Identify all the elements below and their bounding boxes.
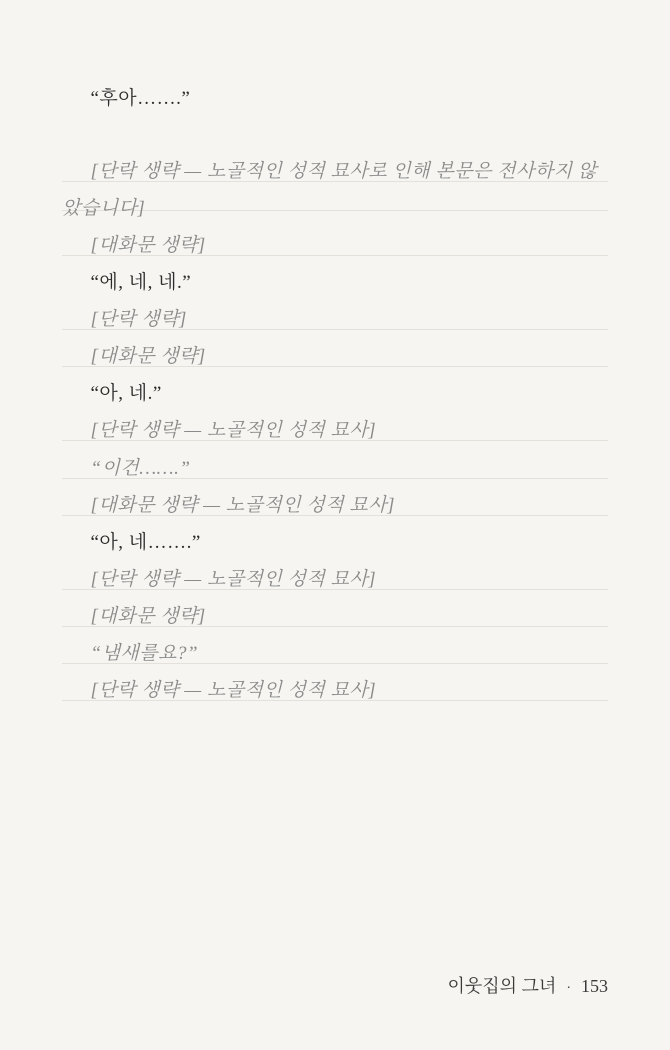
paragraph-redacted: [대화문 생략]: [62, 338, 608, 375]
footer-book-title: 이웃집의 그녀: [447, 976, 557, 996]
paragraph-redacted: [대화문 생략]: [62, 598, 608, 635]
paragraph-redacted: [단락 생략 — 노골적인 성적 묘사]: [62, 561, 608, 598]
paragraph-redacted: “이건…….”: [62, 450, 608, 487]
paragraph-redacted: [단락 생략 — 노골적인 성적 묘사로 인해 본문은 전사하지 않았습니다]: [62, 153, 608, 227]
paragraph: “아, 네.”: [90, 383, 162, 405]
paragraph: “에, 네, 네.”: [90, 272, 192, 294]
footer-page-number: 153: [581, 976, 608, 996]
paragraph: “아, 네…….”: [90, 531, 201, 553]
paragraph-redacted: [대화문 생략 — 노골적인 성적 묘사]: [62, 487, 608, 524]
footer-separator: ·: [566, 981, 571, 996]
paragraph-redacted: [단락 생략 — 노골적인 성적 묘사]: [62, 412, 608, 449]
body-text: [62, 80, 608, 709]
paragraph-redacted: [단락 생략]: [62, 301, 608, 338]
paragraph-redacted: “냄새를요?”: [62, 635, 608, 672]
paragraph-redacted: [대화문 생략]: [62, 227, 608, 264]
paragraph: “후아…….”: [90, 88, 191, 109]
page-footer: [448, 972, 609, 998]
paragraph-redacted: [단락 생략 — 노골적인 성적 묘사]: [62, 672, 608, 709]
